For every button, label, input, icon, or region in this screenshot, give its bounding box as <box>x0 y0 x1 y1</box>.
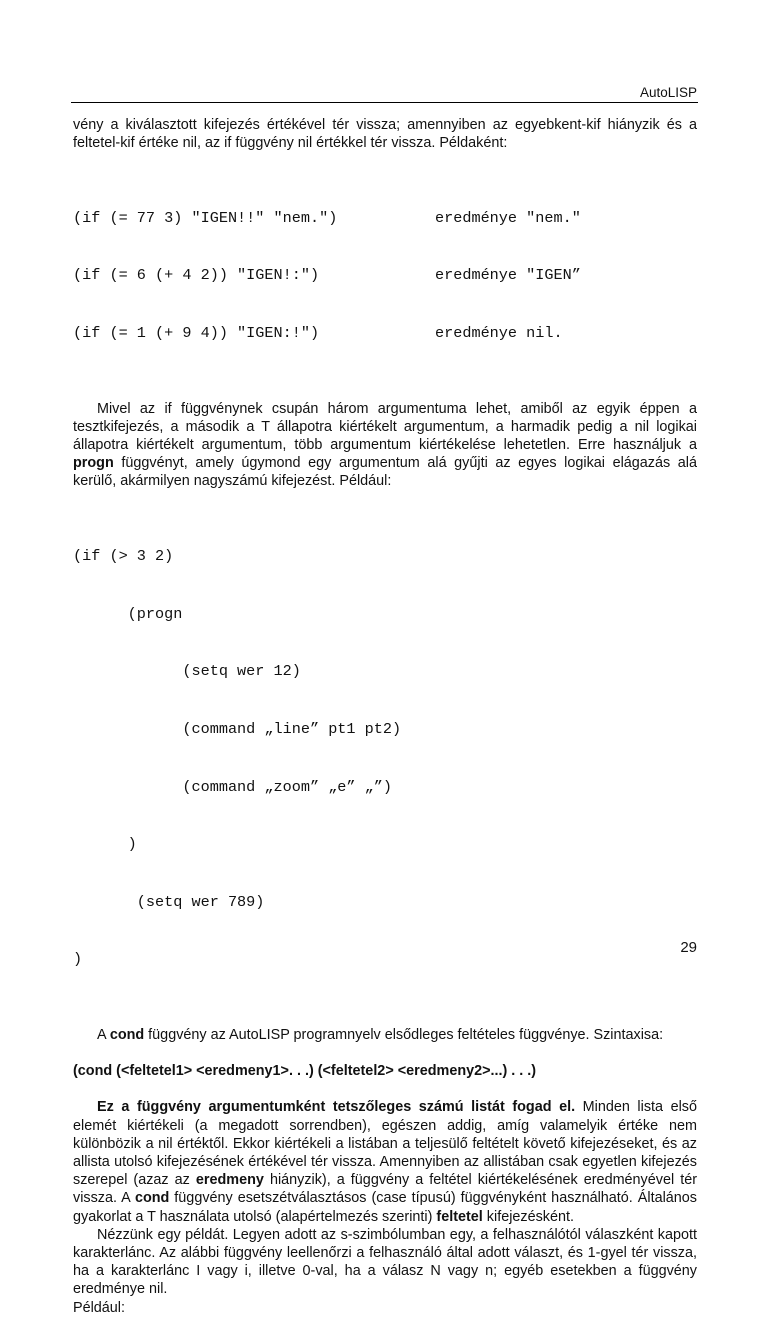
code-line: ) <box>73 950 83 969</box>
paragraph-peldaul: Például: <box>73 1299 126 1316</box>
code-line: ) <box>73 835 137 854</box>
text-run: függvényt, amely úgymond egy argumentum alá gyűjti az egyes logikai elágazás alá kerülő, akármilyen nagyszámú kifejezést. Például: <box>73 455 697 490</box>
text-run: A <box>97 1026 110 1043</box>
if-examples <box>73 170 697 381</box>
example-result: eredménye "nem." <box>435 208 581 227</box>
code-line: (setq wer 12) <box>73 662 301 681</box>
text-run: Minden lista első elemét kiértékeli (a megadott sorrendben), egészen addig, amíg valamelyik értéke nem különbözik a nil értéktől. Ekkor kiértékeli a listában a teljesülő feltételt követő kifejezéseket, és az allista utolsó kifejezésének értékével tér vissza. Amennyiben az allistában csak egyetlen kifejezés szerepel (azaz az <box>73 1099 698 1189</box>
header-title: AutoLISP <box>639 85 697 100</box>
code-line: (command „zoom” „e” „”) <box>73 777 392 796</box>
example-result: eredménye nil. <box>435 324 563 343</box>
example-row <box>73 324 697 343</box>
example-expression: (if (= 77 3) "IGEN!!" "nem.") <box>73 208 338 227</box>
keyword-eredmeny: eredmeny <box>195 1172 264 1189</box>
keyword-progn: progn <box>73 455 114 472</box>
keyword-cond: cond <box>134 1190 170 1207</box>
header-rule <box>71 102 698 103</box>
page-body <box>73 116 697 1317</box>
paragraph-progn <box>73 400 697 491</box>
keyword-feltetel: feltetel <box>436 1208 483 1225</box>
example-result: eredménye "IGEN” <box>435 266 581 285</box>
code-line: (if (> 3 2) <box>73 547 174 566</box>
keyword-cond: cond <box>109 1026 145 1043</box>
example-row <box>73 266 697 285</box>
text-run: kifejezésként. <box>482 1208 574 1225</box>
code-line: (progn <box>73 604 183 623</box>
paragraph-example-intro: Nézzünk egy példát. Legyen adott az s-szimbólumban egy, a felhasználótól válaszként kapott karakterlánc. Az alábbi függvény leellenőrzi a felhasználó által adott választ, és 1-gyel tér vissza, ha a karakterlánc I vagy i, illetve 0-val, ha a válasz N vagy n; egyéb esetekben a függvény eredménye nil. <box>73 1226 697 1298</box>
code-line: (command „line” pt1 pt2) <box>73 719 402 738</box>
bold-lead: Ez a függvény argumentumként tetszőleges számú listát fogad el. <box>97 1099 576 1116</box>
text-run: függvény az AutoLISP programnyelv elsődleges feltételes függvénye. Szintaxisa: <box>144 1026 664 1043</box>
page-number: 29 <box>680 939 697 956</box>
text-run: hiányzik), a függvény a feltétel kiértékelésének eredményével tér vissza. A <box>73 1172 697 1207</box>
text-run: Mivel az if függvénynek csupán három argumentuma lehet, amiből az egyik éppen a tesztkifejezés, a második a T állapotra kiértékelt argumentum, a harmadik pedig a nil logikai állapotra kiértékelt argumentum, több argumentum kiértékelése lehetetlen. Erre használjuk a <box>73 400 697 454</box>
progn-code-block <box>73 509 697 1008</box>
code-line: (setq wer 789) <box>73 892 265 911</box>
example-expression: (if (= 6 (+ 4 2)) "IGEN!:") <box>73 266 320 285</box>
cond-syntax: (cond (<feltetel1> <eredmeny1>. . .) (<feltetel2> <eredmeny2>...) . . .) <box>73 1063 537 1080</box>
example-row <box>73 209 697 228</box>
paragraph-cond-description <box>73 1098 697 1225</box>
paragraph-cond <box>73 1026 697 1044</box>
text-run: függvény esetszétválasztásos (case típusú) függvényként használható. Általános gyakorlat a T használata utolsó (alapértelmezés szerinti) <box>73 1190 697 1225</box>
paragraph-intro: vény a kiválasztott kifejezés értékével tér vissza; amennyiben az egyebkent-kif hiányzik és a feltetel-kif értéke nil, az if függvény nil értékkel tér vissza. Példaként: <box>73 117 697 152</box>
example-expression: (if (= 1 (+ 9 4)) "IGEN:!") <box>73 324 320 343</box>
